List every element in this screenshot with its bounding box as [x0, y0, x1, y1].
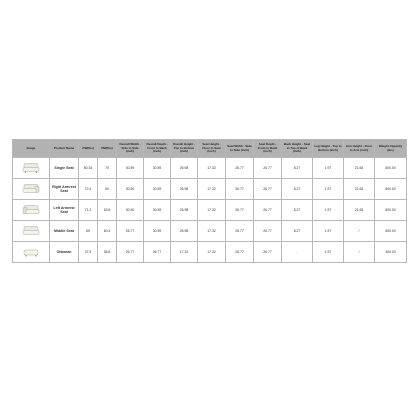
overall-depth-cell: 26.77 [144, 242, 171, 263]
table-row [13, 158, 407, 179]
nw-cell: 60.4 [98, 221, 117, 242]
overall-width-cell: 26.77 [117, 242, 144, 263]
seat-width-cell: 26.77 [226, 242, 254, 263]
product-name-cell: Left Armrest Seat [50, 200, 79, 221]
weight-capacity-cell: 600.00 [375, 200, 407, 221]
table-row [13, 200, 407, 221]
col-header-seat-width: Seat Width - Side to Side (inch) [226, 140, 254, 158]
leg-height-cell: 1.97 [313, 179, 344, 200]
ow-cell: 71.2 [79, 200, 98, 221]
back-height-cell: 8.27 [282, 200, 313, 221]
overall-width-cell: 30.59 [117, 158, 144, 179]
specification-table [12, 139, 407, 263]
col-header-overall-depth: Overall Depth - Front to Back (inch) [144, 140, 171, 158]
seat-depth-cell: 26.77 [254, 242, 282, 263]
overall-height-cell: 25.98 [171, 158, 198, 179]
ottoman-icon [22, 246, 40, 258]
ow-cell: 37.9 [79, 242, 98, 263]
nw-cell: 63.8 [98, 200, 117, 221]
overall-height-cell: 25.98 [171, 179, 198, 200]
seat-height-cell: 17.32 [198, 158, 226, 179]
seat-width-cell: 26.77 [226, 158, 254, 179]
seat-depth-cell: 26.77 [254, 221, 282, 242]
weight-capacity-cell: 300.00 [375, 242, 407, 263]
row-image-cell [13, 221, 50, 242]
overall-width-cell: 30.50 [117, 179, 144, 200]
row-image-cell [13, 200, 50, 221]
overall-width-cell: 30.50 [117, 200, 144, 221]
col-header-image: Image [13, 140, 50, 158]
col-header-overall-height: Overall Height - Top to Bottom (inch) [171, 140, 198, 158]
ow-cell: 80.34 [79, 158, 98, 179]
weight-capacity-cell: 600.00 [375, 221, 407, 242]
arm-height-cell: 21.65 [344, 158, 375, 179]
table-row [13, 242, 407, 263]
col-header-overall-width: Overall Width - Side to Side (inch) [117, 140, 144, 158]
product-name-cell: Middle Seat [50, 221, 79, 242]
seat-height-cell: 17.32 [198, 200, 226, 221]
overall-depth-cell: 30.59 [144, 200, 171, 221]
leg-height-cell: 1.97 [313, 200, 344, 221]
overall-height-cell: 25.98 [171, 200, 198, 221]
back-height-cell: 8.27 [282, 221, 313, 242]
leg-height-cell: 1.97 [313, 221, 344, 242]
arm-height-cell: 21.65 [344, 179, 375, 200]
col-header-seat-height: Seat Height - Floor to Seat (inch) [198, 140, 226, 158]
row-image-cell [13, 158, 50, 179]
seat-height-cell: 17.32 [198, 179, 226, 200]
back-height-cell: 8.27 [282, 179, 313, 200]
col-header-leg-height: Leg Height - Top to Bottom (inch) [313, 140, 344, 158]
overall-height-cell: 17.32 [171, 242, 198, 263]
nw-cell: 36.6 [98, 242, 117, 263]
sofa-middle-seat-icon [22, 225, 40, 237]
product-name-cell: Ottoman [50, 242, 79, 263]
overall-width-cell: 26.77 [117, 221, 144, 242]
table-row [13, 221, 407, 242]
arm-height-cell: / [344, 242, 375, 263]
seat-height-cell: 17.32 [198, 221, 226, 242]
ow-cell: 72.4 [79, 179, 98, 200]
leg-height-cell: 1.97 [313, 242, 344, 263]
seat-depth-cell: 26.77 [254, 158, 282, 179]
col-header-ow: OW(lbs) [79, 140, 98, 158]
sofa-single-seat-icon [22, 162, 40, 174]
back-height-cell: - [282, 242, 313, 263]
overall-depth-cell: 30.59 [144, 179, 171, 200]
header-row [13, 140, 407, 158]
col-header-seat-depth: Seat Depth - Front to Back (inch) [254, 140, 282, 158]
seat-height-cell: 17.32 [198, 242, 226, 263]
row-image-cell [13, 179, 50, 200]
product-name-cell: Right Armrest Seat [50, 179, 79, 200]
leg-height-cell: 1.97 [313, 158, 344, 179]
sofa-armrest-seat-icon [22, 183, 40, 195]
overall-height-cell: 25.98 [171, 221, 198, 242]
sofa-armrest-seat-icon [22, 204, 40, 216]
col-header-nw: NW(lbs) [98, 140, 117, 158]
weight-capacity-cell: 600.00 [375, 179, 407, 200]
weight-capacity-cell: 600.00 [375, 158, 407, 179]
back-height-cell: 8.27 [282, 158, 313, 179]
seat-width-cell: 26.77 [226, 200, 254, 221]
seat-width-cell: 26.77 [226, 179, 254, 200]
col-header-weight-capacity: Weight Capacity (lbs) [375, 140, 407, 158]
seat-depth-cell: 26.77 [254, 179, 282, 200]
nw-cell: 70 [98, 158, 117, 179]
nw-cell: 60 [98, 179, 117, 200]
col-header-arm-height: Arm Height - Floor to Arm (inch) [344, 140, 375, 158]
ow-cell: 65 [79, 221, 98, 242]
overall-depth-cell: 30.59 [144, 158, 171, 179]
arm-height-cell: / [344, 221, 375, 242]
seat-depth-cell: 26.77 [254, 200, 282, 221]
seat-width-cell: 26.77 [226, 221, 254, 242]
product-name-cell: Single Seat [50, 158, 79, 179]
arm-height-cell: 21.65 [344, 200, 375, 221]
col-header-product-name: Product Name [50, 140, 79, 158]
table-row [13, 179, 407, 200]
overall-depth-cell: 30.59 [144, 221, 171, 242]
col-header-back-height: Back Height - Seat to Top of Back (inch) [282, 140, 313, 158]
row-image-cell [13, 242, 50, 263]
